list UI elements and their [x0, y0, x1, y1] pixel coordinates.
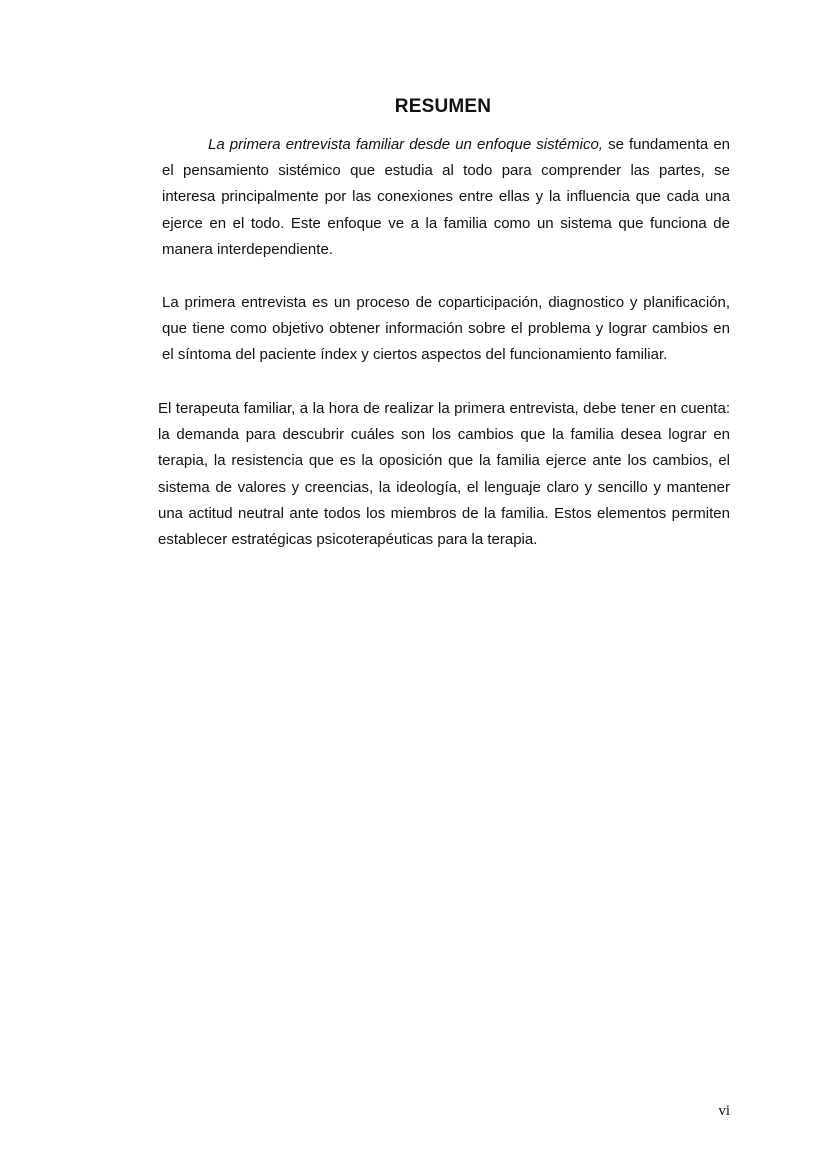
- paragraph-1-italic-intro: La primera entrevista familiar desde un enfoque sistémico,: [208, 136, 603, 153]
- page-title: RESUMEN: [394, 96, 492, 117]
- summary-paragraph-1: [162, 132, 730, 263]
- page-number: vi: [718, 1103, 730, 1119]
- summary-paragraph-2: La primera entrevista es un proceso de coparticipación, diagnostico y planificación, que tiene como objetivo obtener información sobre el problema y lograr cambios en el síntoma del paciente índex y ciertos aspectos del funcionamiento familiar.: [162, 294, 730, 364]
- summary-paragraph-3: El terapeuta familiar, a la hora de realizar la primera entrevista, debe tener en cuenta: la demanda para descubrir cuáles son los cambios que la familia desea lograr en terapia, la resistencia que es la oposición que la familia ejerce ante los cambios, el sistema de valores y creencias, la ideología, el lenguaje claro y sencillo y mantener una actitud neutral ante todos los miembros de la familia. Estos elementos permiten establecer estratégicas psicoterapéuticas para la terapia.: [158, 400, 730, 549]
- paragraph-1-text: se fundamenta en el pensamiento sistémico que estudia al todo para comprender las partes, se interesa principalmente por las conexiones entre ellas y la influencia que cada una ejerce en el todo. Este enfoque ve a la familia como un sistema que funciona de manera interdependiente.: [162, 136, 731, 258]
